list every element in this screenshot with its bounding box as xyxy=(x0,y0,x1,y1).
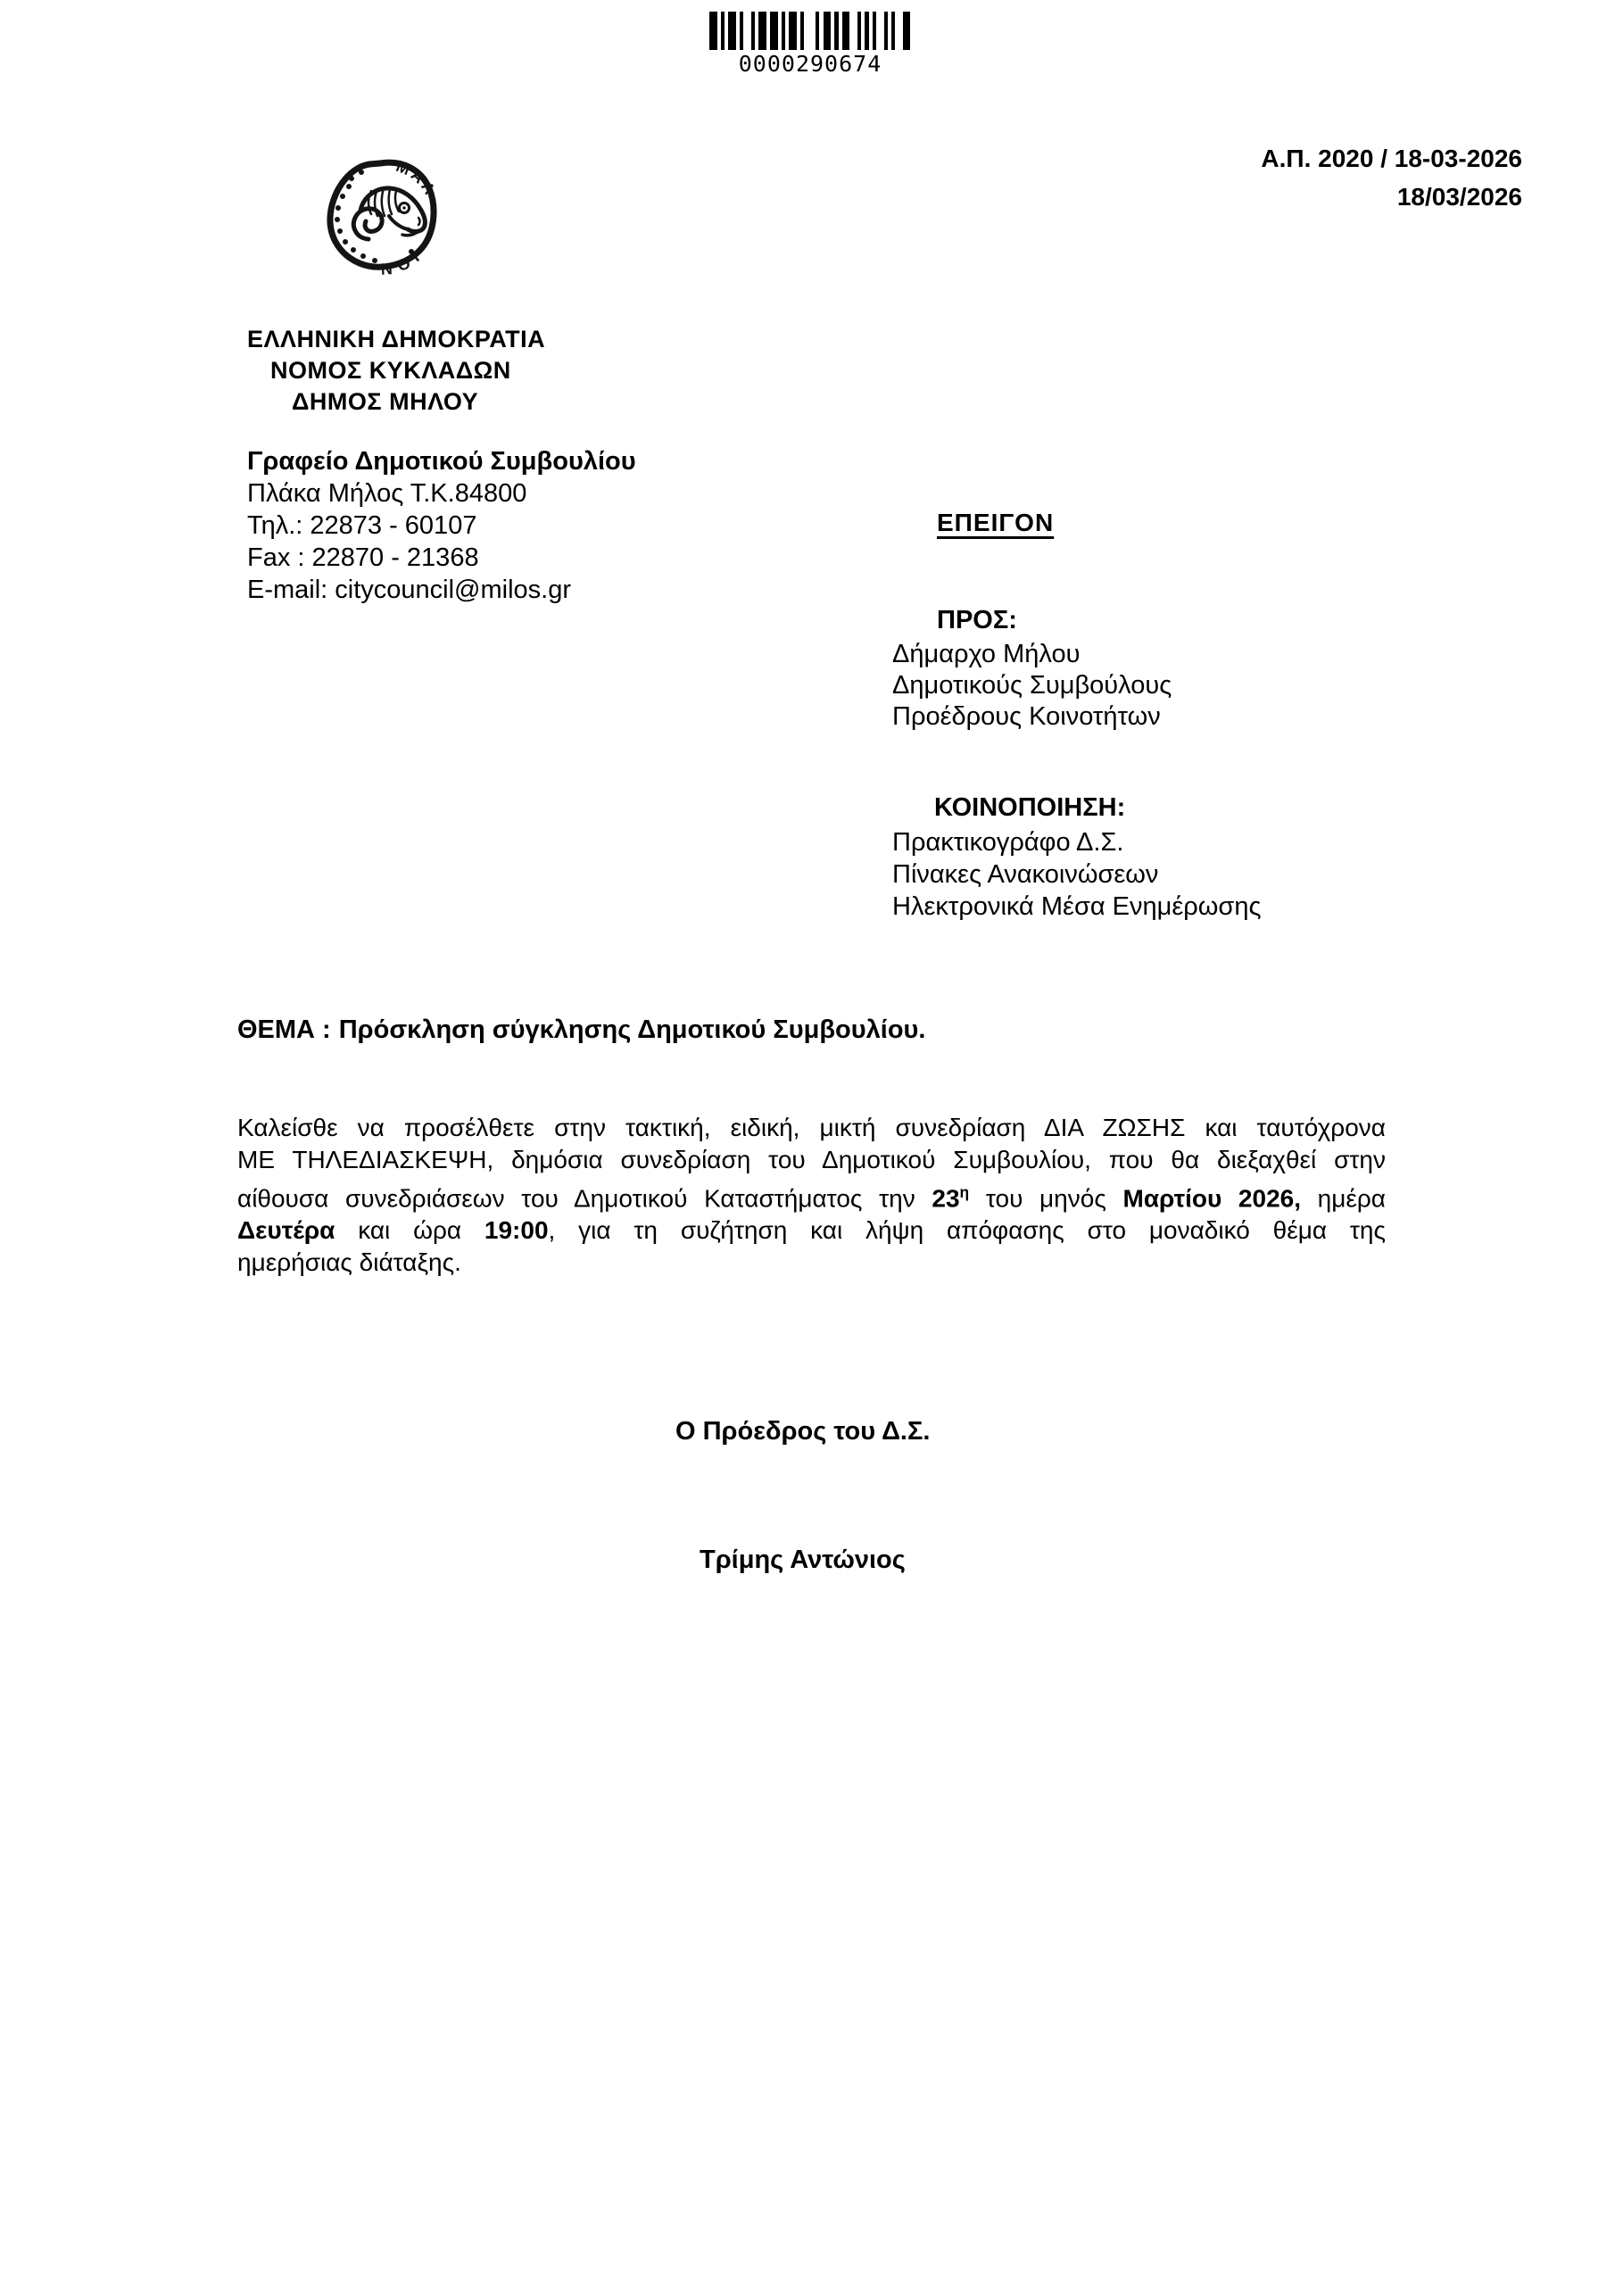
contact-block xyxy=(247,445,636,606)
barcode-number: 0000290674 xyxy=(738,51,882,77)
body-line xyxy=(237,1112,1386,1144)
milos-municipal-seal xyxy=(319,157,444,275)
body-text-run: Δευτέρα xyxy=(237,1216,335,1245)
body-text-run: Καλείσθε να προσέλθετε στην τακτική, ειδική, μικτή συνεδρίαση ΔΙΑ ΖΩΣΗΣ και ταυτόχρονα xyxy=(237,1114,1386,1141)
body-text-run: του μηνός xyxy=(969,1184,1123,1213)
body-text-run: , για τη συζήτηση και λήψη απόφασης στο μοναδικό θέμα της xyxy=(548,1216,1386,1245)
barcode-space xyxy=(876,12,884,50)
body-text-run: και ώρα xyxy=(335,1216,484,1245)
body-line xyxy=(237,1176,1386,1214)
cc-list xyxy=(892,826,1261,923)
body-paragraph xyxy=(237,1112,1386,1279)
subject-line xyxy=(237,1015,925,1045)
seal-top-inscription: ΜΑΛ xyxy=(393,157,440,200)
urgent-label: ΕΠΕΙΓΟΝ xyxy=(937,509,1055,536)
barcode-bar xyxy=(758,12,766,50)
body-text-run: 19:00 xyxy=(484,1216,549,1245)
recipients-label: ΠΡΟΣ: xyxy=(937,606,1017,634)
barcode-bar xyxy=(728,12,736,50)
barcode-bar xyxy=(709,12,717,50)
office-name: Γραφείο Δημοτικού Συμβουλίου xyxy=(247,447,636,476)
body-text-run: ημέρα xyxy=(1301,1184,1386,1213)
barcode-bar xyxy=(824,12,832,50)
barcode-bar xyxy=(903,12,911,50)
barcode-bar xyxy=(842,12,850,50)
recipient-item: Δήμαρχο Μήλου xyxy=(892,640,1081,668)
body-text-run: ΜΕ ΤΗΛΕΔΙΑΣΚΕΨΗ, δημόσια συνεδρίαση του Δημοτικού Συμβουλίου, που θα διεξαχθεί στην xyxy=(237,1146,1386,1173)
cc-item: Πίνακες Ανακοινώσεων xyxy=(892,860,1159,889)
agency-block xyxy=(247,324,545,418)
barcode-space xyxy=(849,12,857,50)
barcode-bar xyxy=(770,12,778,50)
agency-line-republic: ΕΛΛΗΝΙΚΗ ΔΗΜΟΚΡΑΤΙΑ xyxy=(247,326,546,352)
address-line: Πλάκα Μήλος Τ.Κ.84800 xyxy=(247,479,527,508)
protocol-number: Α.Π. 2020 / 18-03-2026 xyxy=(1261,145,1522,172)
cc-item: Ηλεκτρονικά Μέσα Ενημέρωσης xyxy=(892,892,1262,921)
body-line xyxy=(237,1247,1386,1279)
signature-role: Ο Πρόεδρος του Δ.Σ. xyxy=(675,1417,931,1446)
subject-label: ΘΕΜΑ : xyxy=(237,1015,331,1044)
subject-text: Πρόσκληση σύγκλησης Δημοτικού Συμβουλίου. xyxy=(338,1015,926,1044)
recipient-item: Δημοτικούς Συμβούλους xyxy=(892,671,1172,700)
recipient-item: Προέδρους Κοινοτήτων xyxy=(892,702,1161,731)
agency-line-prefecture: ΝΟΜΟΣ ΚΥΚΛΑΔΩΝ xyxy=(270,357,511,384)
reference-block xyxy=(1261,139,1522,216)
signature-name: Τρίμης Αντώνιος xyxy=(700,1546,906,1574)
ram-coin-icon xyxy=(319,157,444,275)
phone-line: Τηλ.: 22873 - 60107 xyxy=(247,511,477,540)
fax-line: Fax : 22870 - 21368 xyxy=(247,543,479,572)
email-line: E-mail: citycouncil@milos.gr xyxy=(247,576,572,604)
body-text-run: ημερήσιας διάταξης. xyxy=(237,1248,461,1277)
barcode-space xyxy=(743,12,751,50)
agency-line-municipality: ΔΗΜΟΣ ΜΗΛΟΥ xyxy=(292,388,479,415)
body-text-run: Μαρτίου 2026, xyxy=(1122,1184,1301,1213)
barcode xyxy=(709,12,911,77)
body-line xyxy=(237,1144,1386,1176)
seal-bottom-inscription: ΙΟΝ xyxy=(377,248,423,275)
body-text-run: η xyxy=(959,1183,970,1201)
recipients-list xyxy=(892,639,1172,733)
barcode-space xyxy=(895,12,903,50)
barcode-space xyxy=(804,12,816,50)
cc-item: Πρακτικογράφο Δ.Σ. xyxy=(892,828,1124,857)
body-text-run: αίθουσα συνεδριάσεων του Δημοτικού Καταστήματος την xyxy=(237,1184,932,1213)
cc-label: ΚΟΙΝΟΠΟΙΗΣΗ: xyxy=(934,793,1126,822)
barcode-bars xyxy=(709,12,911,50)
body-text-run: 23 xyxy=(932,1184,960,1213)
body-line xyxy=(237,1214,1386,1247)
barcode-bar xyxy=(789,12,797,50)
document-date: 18/03/2026 xyxy=(1396,183,1522,211)
